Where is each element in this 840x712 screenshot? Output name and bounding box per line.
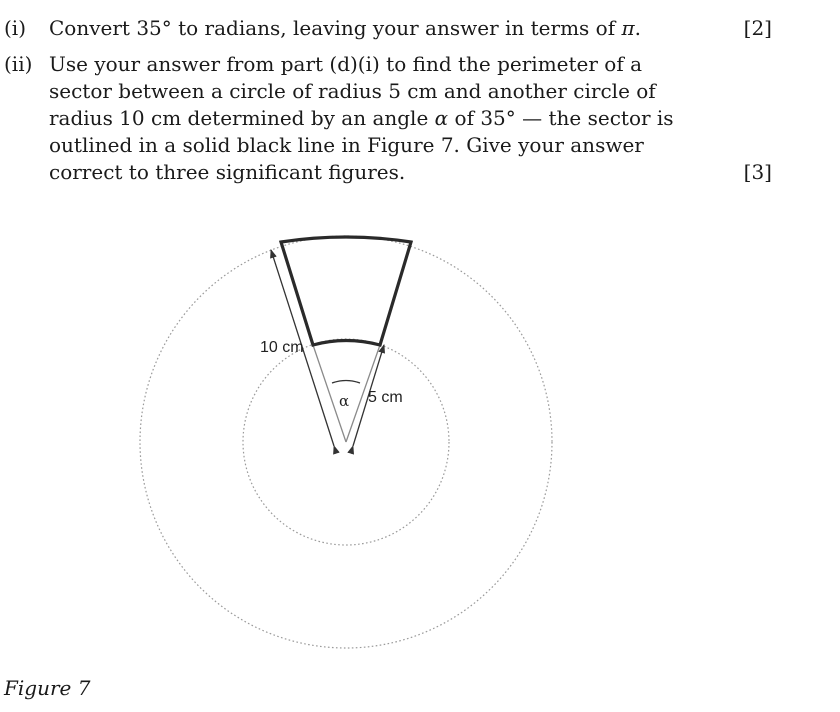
angle-arc (332, 381, 360, 384)
part-ii-sentence-a: Use your answer from part (d)(i) to find the perimeter of a sector between a circle of radius 5 cm and another circle of radius 10 cm determined by an angle (49, 52, 656, 130)
part-ii-marks: [3] (743, 160, 772, 184)
sector-outline (281, 237, 411, 345)
part-ii-text (49, 51, 709, 186)
label-inner-radius: 5 cm (368, 389, 403, 406)
figure-caption: Figure 7 (4, 676, 91, 700)
part-ii-sentence-b: of 35° — the sector is outlined in a solid black line in Figure 7. Give your answer correct to three significant figures. (49, 106, 674, 184)
sector-figure (120, 212, 560, 662)
label-angle: α (339, 392, 350, 410)
part-i-sentence: Convert 35° to radians, leaving your answer in terms of (49, 16, 622, 40)
pi-symbol: π (621, 16, 635, 40)
label-outer-radius: 10 cm (260, 339, 304, 356)
part-i-text (49, 15, 709, 42)
part-i-marks: [2] (743, 16, 772, 40)
part-i-number: (i) (4, 16, 27, 40)
part-i-end: . (634, 16, 641, 40)
part-ii-number: (ii) (4, 52, 33, 76)
alpha-symbol: α (434, 106, 449, 130)
